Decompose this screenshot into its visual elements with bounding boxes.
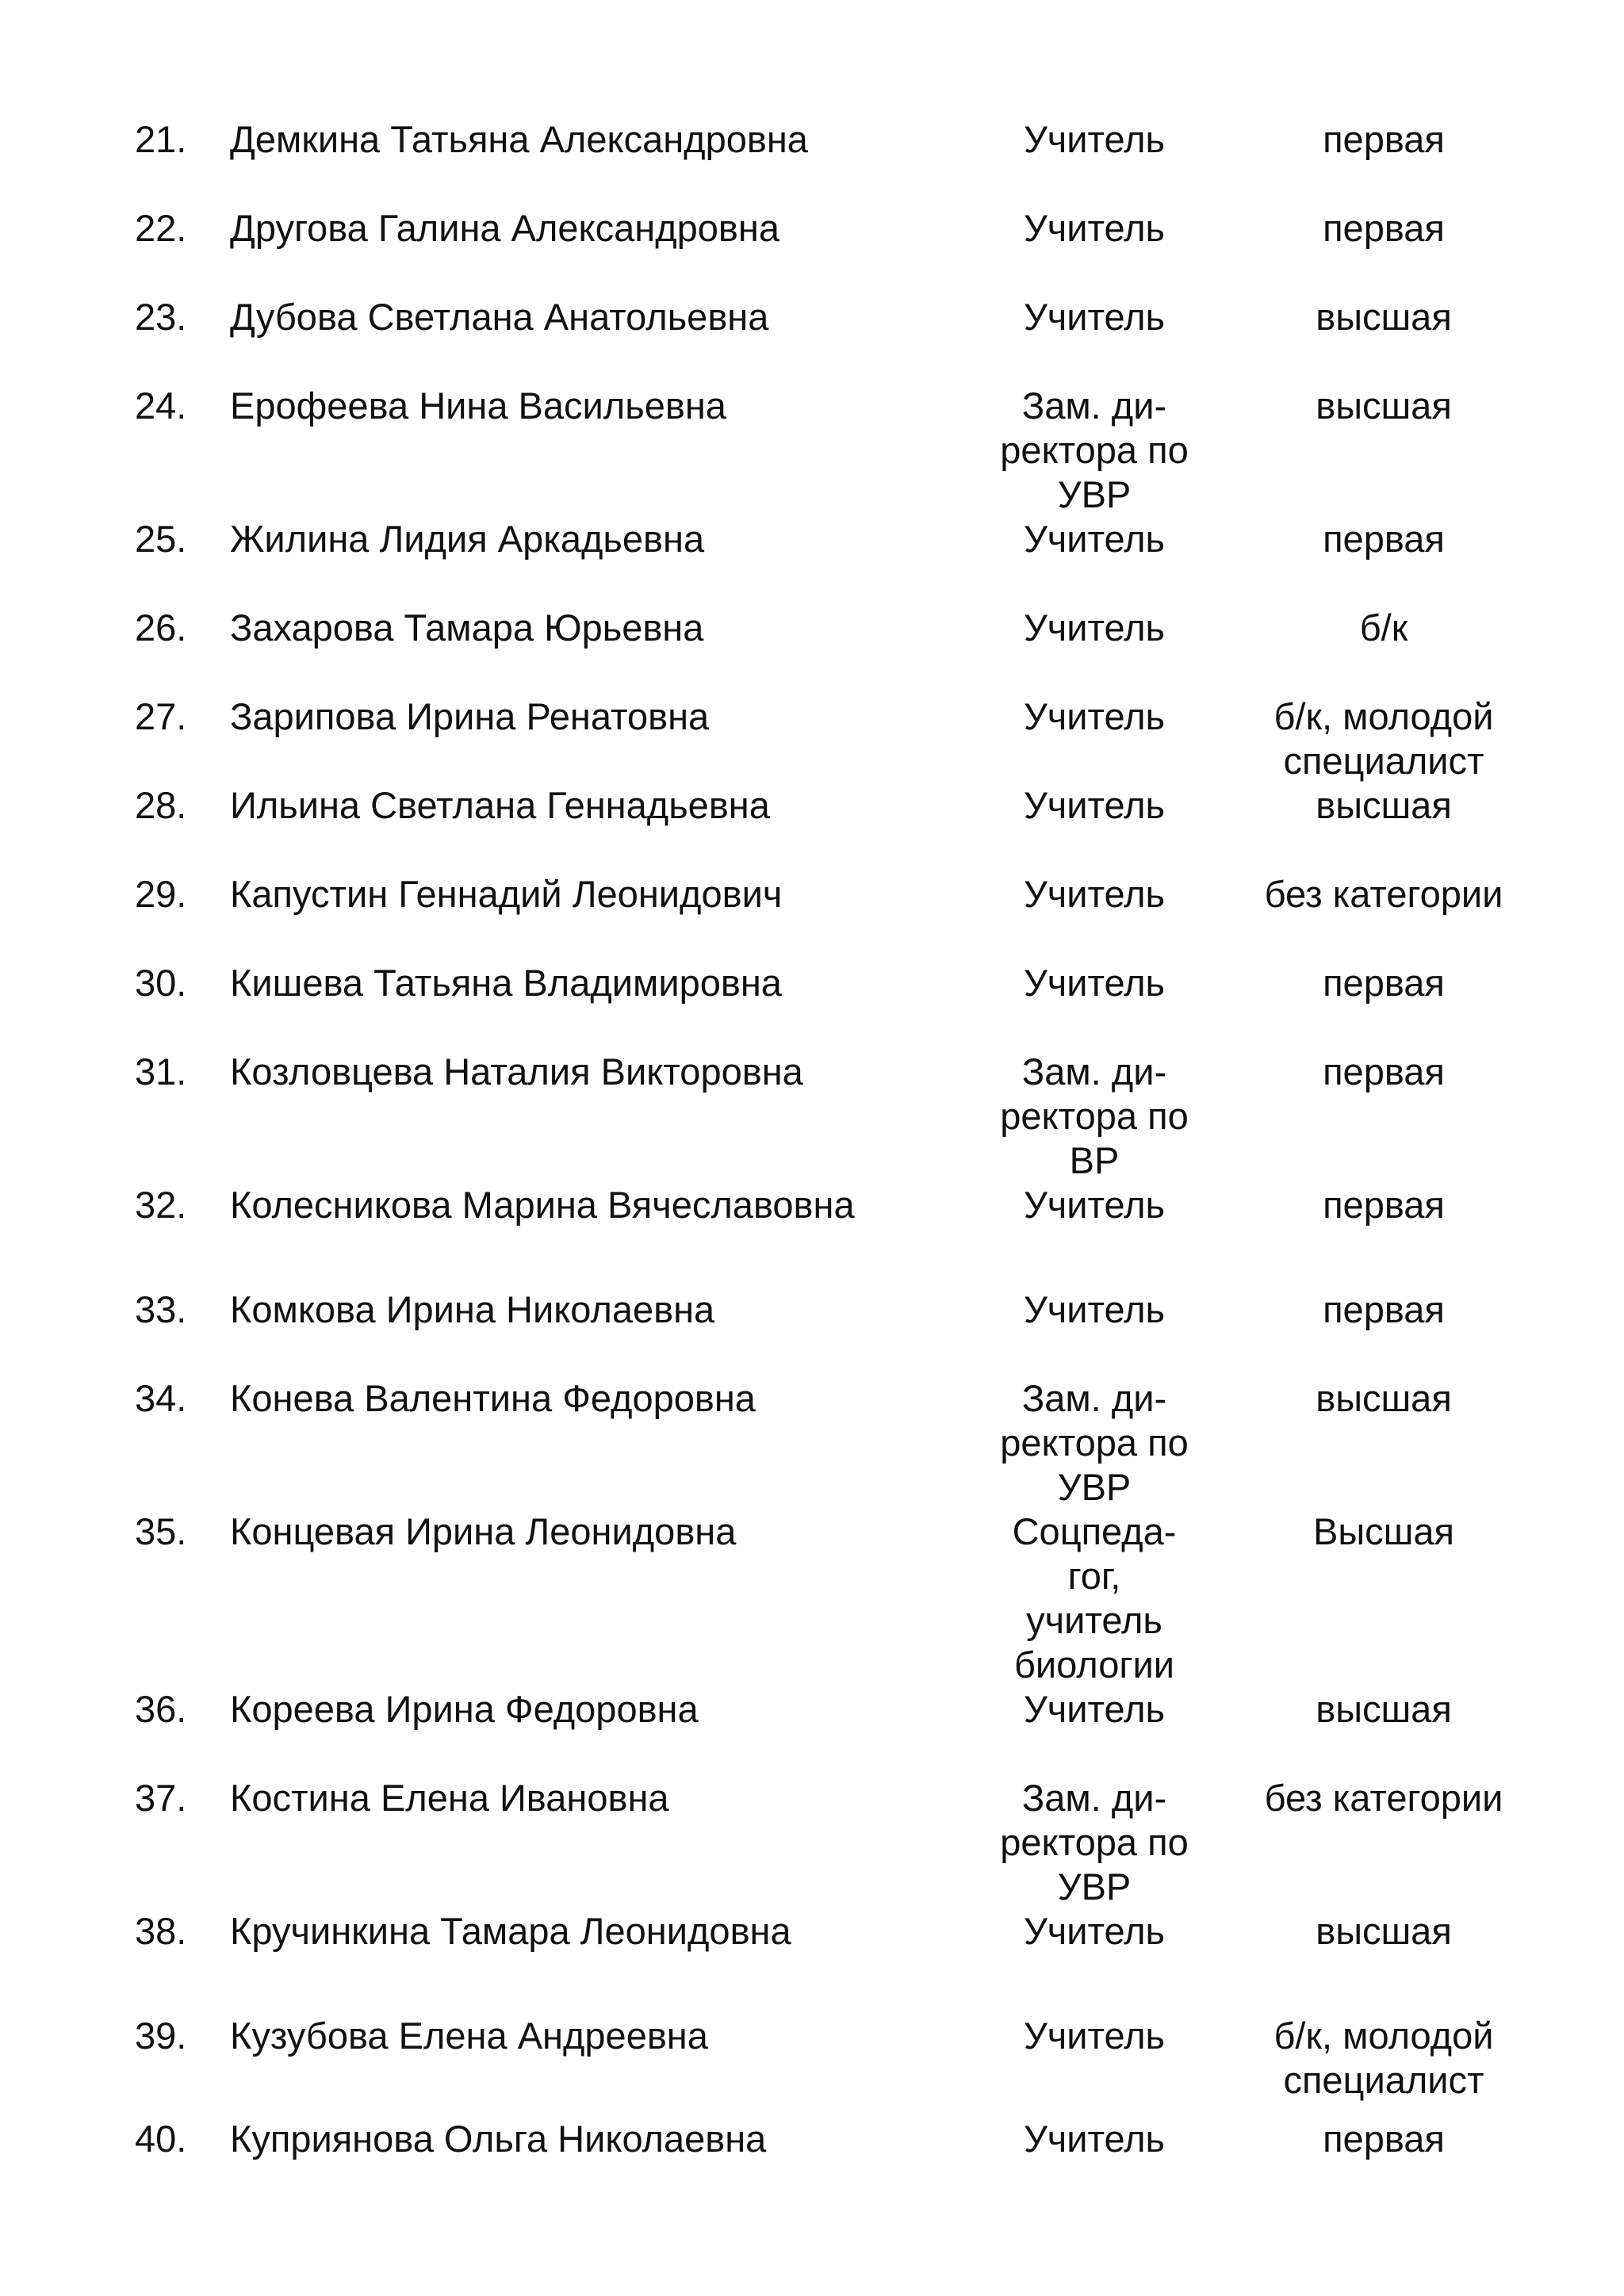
qualification-category	[1225, 1909, 1542, 1954]
category-line: Высшая	[1313, 1510, 1454, 1552]
position-line: Учитель	[1023, 607, 1166, 649]
position-line: Учитель	[1023, 296, 1166, 338]
employee-name: Жилина Лидия Аркадьевна	[230, 518, 705, 560]
position-line: УВР	[1057, 473, 1132, 515]
qualification-category	[1225, 2014, 1542, 2103]
row-number: 35.	[135, 1510, 187, 1552]
position-line: УВР	[1057, 1866, 1132, 1908]
employee-position	[963, 1050, 1225, 1183]
position-line: ректора по	[1000, 1821, 1189, 1863]
employee-position	[963, 2117, 1225, 2161]
employee-name: Колесникова Марина Вячеславовна	[230, 1184, 855, 1226]
category-line: первая	[1323, 1050, 1445, 1093]
qualification-category	[1225, 295, 1542, 339]
row-number: 32.	[135, 1184, 187, 1226]
category-line: высшая	[1316, 296, 1452, 338]
employee-name: Зарипова Ирина Ренатовна	[230, 695, 710, 737]
position-line: ректора по	[1000, 1095, 1189, 1137]
row-number: 27.	[135, 695, 187, 737]
employee-position	[963, 117, 1225, 162]
category-line: б/к	[1359, 607, 1408, 649]
row-number: 36.	[135, 1688, 187, 1730]
row-number: 29.	[135, 873, 187, 915]
category-line: высшая	[1316, 385, 1452, 427]
employee-name: Кузубова Елена Андреевна	[230, 2015, 708, 2057]
position-line: Учитель	[1023, 1288, 1166, 1330]
qualification-category	[1225, 1288, 1542, 1332]
employee-position	[963, 1510, 1225, 1687]
employee-name: Капустин Геннадий Леонидович	[230, 873, 783, 915]
position-line: Учитель	[1023, 207, 1166, 249]
position-line: Учитель	[1023, 2015, 1166, 2057]
position-line: Зам. ди-	[1021, 1050, 1167, 1093]
qualification-category	[1225, 2117, 1542, 2161]
category-line: специалист	[1283, 740, 1484, 782]
position-line: Учитель	[1023, 695, 1166, 737]
employee-name: Дубова Светлана Анатольевна	[230, 296, 769, 338]
category-line: без категории	[1264, 1777, 1503, 1819]
employee-name: Комкова Ирина Николаевна	[230, 1288, 715, 1330]
employee-position	[963, 961, 1225, 1005]
position-line: Учитель	[1023, 873, 1166, 915]
employee-name: Кореева Ирина Федоровна	[230, 1688, 699, 1730]
position-line: Зам. ди-	[1021, 1777, 1167, 1819]
row-number: 26.	[135, 607, 187, 649]
category-line: первая	[1323, 2118, 1445, 2160]
qualification-category	[1225, 961, 1542, 1005]
position-line: биологии	[1013, 1644, 1175, 1686]
employee-name: Захарова Тамара Юрьевна	[230, 607, 704, 649]
category-line: высшая	[1316, 1377, 1452, 1419]
category-line: специалист	[1283, 2059, 1484, 2101]
employee-position	[963, 783, 1225, 828]
row-number: 28.	[135, 784, 187, 826]
qualification-category	[1225, 1510, 1542, 1554]
employee-position	[963, 1687, 1225, 1732]
category-line: первая	[1323, 962, 1445, 1004]
employee-position	[963, 1776, 1225, 1909]
employee-position	[963, 1183, 1225, 1227]
row-number: 38.	[135, 1910, 187, 1952]
category-line: б/к, молодой	[1274, 2015, 1494, 2057]
employee-name: Ильина Светлана Геннадьевна	[230, 784, 770, 826]
category-line: первая	[1323, 518, 1445, 560]
category-line: первая	[1323, 1184, 1445, 1226]
employee-name: Кручинкина Тамара Леонидовна	[230, 1910, 791, 1952]
row-number: 25.	[135, 518, 187, 560]
position-line: УВР	[1057, 1466, 1132, 1508]
position-line: Учитель	[1023, 962, 1166, 1004]
position-line: Учитель	[1023, 784, 1166, 826]
qualification-category	[1225, 1776, 1542, 1820]
employee-position	[963, 295, 1225, 339]
employee-name: Куприянова Ольга Николаевна	[230, 2118, 767, 2160]
row-number: 21.	[135, 118, 187, 160]
employee-position	[963, 384, 1225, 517]
position-line: учитель	[1026, 1599, 1162, 1641]
position-line: Учитель	[1023, 1688, 1166, 1730]
employee-name: Концевая Ирина Леонидовна	[230, 1510, 737, 1552]
row-number: 40.	[135, 2118, 187, 2160]
row-number: 23.	[135, 296, 187, 338]
employee-name: Конева Валентина Федоровна	[230, 1377, 756, 1419]
qualification-category	[1225, 384, 1542, 428]
employee-position	[963, 2014, 1225, 2058]
qualification-category	[1225, 606, 1542, 650]
employee-position	[963, 1909, 1225, 1954]
employee-position	[963, 1288, 1225, 1332]
category-line: высшая	[1316, 784, 1452, 826]
position-line: ВР	[1069, 1139, 1120, 1181]
position-line: Соцпеда-	[1012, 1510, 1177, 1552]
category-line: высшая	[1316, 1910, 1452, 1952]
employee-position	[963, 517, 1225, 561]
category-line: первая	[1323, 118, 1445, 160]
employee-name: Другова Галина Александровна	[230, 207, 779, 249]
position-line: Учитель	[1023, 118, 1166, 160]
position-line: Зам. ди-	[1021, 1377, 1167, 1419]
qualification-category	[1225, 1376, 1542, 1421]
row-number: 22.	[135, 207, 187, 249]
position-line: Учитель	[1023, 2118, 1166, 2160]
qualification-category	[1225, 517, 1542, 561]
position-line: Зам. ди-	[1021, 385, 1167, 427]
qualification-category	[1225, 872, 1542, 916]
employee-name: Козловцева Наталия Викторовна	[230, 1050, 803, 1093]
row-number: 34.	[135, 1377, 187, 1419]
employee-position	[963, 206, 1225, 251]
employee-position	[963, 606, 1225, 650]
employee-name: Кишева Татьяна Владимировна	[230, 962, 782, 1004]
position-line: ректора по	[1000, 429, 1189, 471]
qualification-category	[1225, 695, 1542, 783]
row-number: 30.	[135, 962, 187, 1004]
qualification-category	[1225, 117, 1542, 162]
row-number: 24.	[135, 385, 187, 427]
qualification-category	[1225, 206, 1542, 251]
row-number: 31.	[135, 1050, 187, 1093]
qualification-category	[1225, 1183, 1542, 1227]
position-line: Учитель	[1023, 1910, 1166, 1952]
category-line: высшая	[1316, 1688, 1452, 1730]
row-number: 39.	[135, 2015, 187, 2057]
employee-position	[963, 1376, 1225, 1510]
employee-position	[963, 872, 1225, 916]
employee-name: Костина Елена Ивановна	[230, 1777, 669, 1819]
row-number: 33.	[135, 1288, 187, 1330]
employee-name: Ерофеева Нина Васильевна	[230, 385, 726, 427]
category-line: б/к, молодой	[1274, 695, 1494, 737]
qualification-category	[1225, 1050, 1542, 1094]
qualification-category	[1225, 783, 1542, 828]
position-line: ректора по	[1000, 1422, 1189, 1464]
category-line: первая	[1323, 1288, 1445, 1330]
position-line: Учитель	[1023, 1184, 1166, 1226]
position-line: гог,	[1067, 1555, 1121, 1597]
employee-position	[963, 695, 1225, 739]
category-line: первая	[1323, 207, 1445, 249]
employee-name: Демкина Татьяна Александровна	[230, 118, 808, 160]
position-line: Учитель	[1023, 518, 1166, 560]
qualification-category	[1225, 1687, 1542, 1732]
category-line: без категории	[1264, 873, 1503, 915]
row-number: 37.	[135, 1777, 187, 1819]
